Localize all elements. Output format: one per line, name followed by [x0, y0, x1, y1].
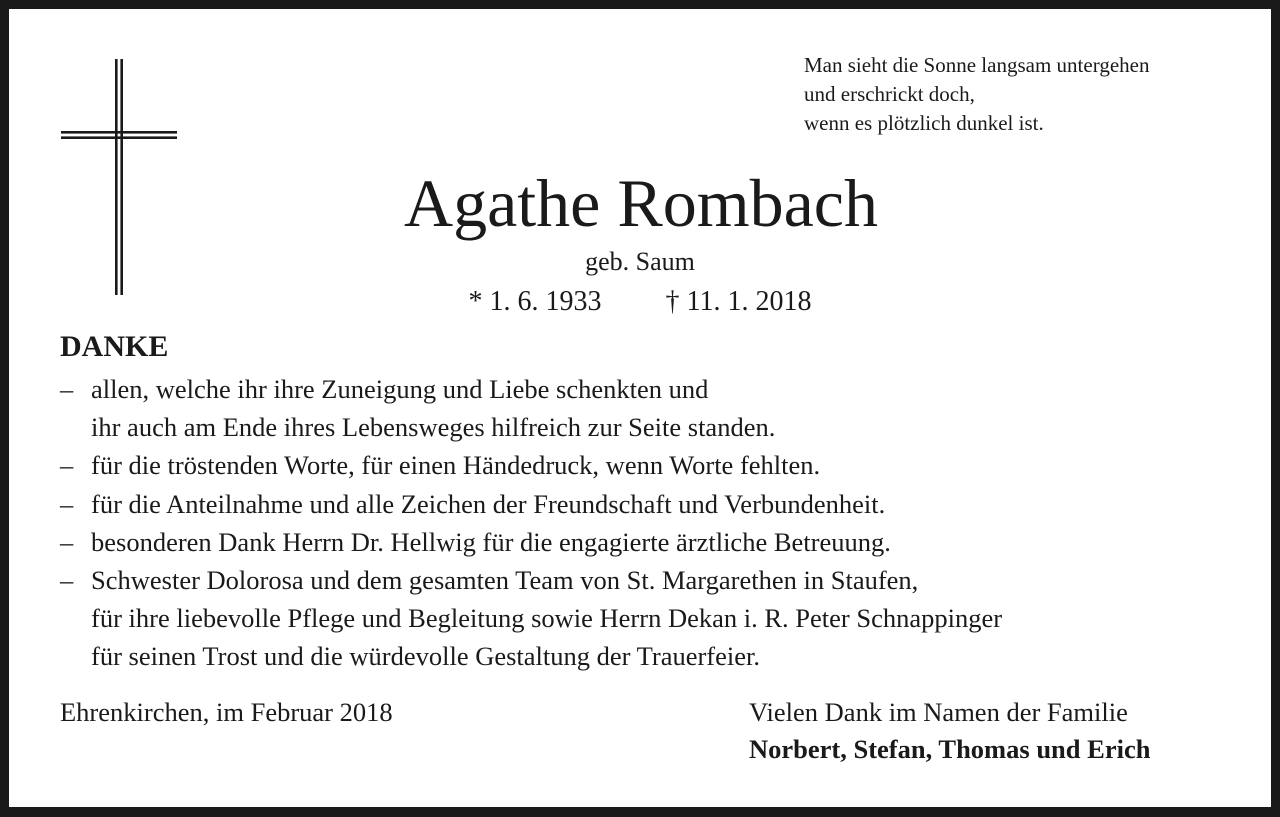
thanks-item: [60, 446, 1002, 484]
place-date: Ehrenkirchen, im Februar 2018: [60, 697, 393, 727]
life-dates: [9, 285, 1271, 319]
poem-line: und erschrickt doch,: [804, 82, 975, 106]
thanks-line: für ihre liebevolle Pflege und Begleitung sowie Herrn Dekan i. R. Peter Schnappinger: [91, 603, 1003, 634]
thanks-line: Schwester Dolorosa und dem gesamten Team von St. Margarethen in Staufen,: [91, 565, 919, 596]
thanks-line: für die Anteilnahme und alle Zeichen der Freundschaft und Verbundenheit.: [91, 488, 886, 519]
obituary-card: [9, 9, 1271, 807]
thanks-item: [60, 561, 1002, 676]
deceased-name: Agathe Rombach: [404, 165, 878, 241]
thanks-heading: DANKE: [60, 330, 169, 363]
dash-bullet: –: [60, 374, 74, 404]
signoff: [749, 694, 1150, 768]
dash-bullet: –: [60, 488, 74, 519]
thanks-line: für seinen Trost und die würdevolle Gestaltung der Trauerfeier.: [91, 641, 761, 672]
dash-bullet: –: [60, 565, 74, 596]
poem-line: Man sieht die Sonne langsam untergehen: [804, 53, 1150, 77]
dash-bullet: –: [60, 526, 74, 557]
birth-name: geb. Saum: [585, 247, 695, 276]
death-date: † 11. 1. 2018: [665, 286, 812, 317]
thanks-list: [60, 370, 1002, 676]
thanks-item: [60, 485, 1002, 523]
thanks-line: ihr auch am Ende ihres Lebensweges hilfreich zur Seite standen.: [91, 412, 776, 443]
poem-line: wenn es plötzlich dunkel ist.: [804, 111, 1044, 135]
signoff-line: Vielen Dank im Namen der Familie: [749, 697, 1128, 727]
poem: [804, 51, 1149, 138]
birth-date: * 1. 6. 1933: [468, 286, 602, 317]
thanks-line: für die tröstenden Worte, für einen Händedruck, wenn Worte fehlten.: [91, 450, 821, 481]
thanks-line: allen, welche ihr ihre Zuneigung und Liebe schenkten und: [91, 374, 709, 404]
thanks-line: besonderen Dank Herrn Dr. Hellwig für die engagierte ärztliche Betreuung.: [91, 526, 891, 557]
thanks-item: [60, 523, 1002, 561]
family-names: Norbert, Stefan, Thomas und Erich: [749, 734, 1151, 764]
thanks-item: [60, 370, 1002, 446]
dash-bullet: –: [60, 450, 74, 481]
